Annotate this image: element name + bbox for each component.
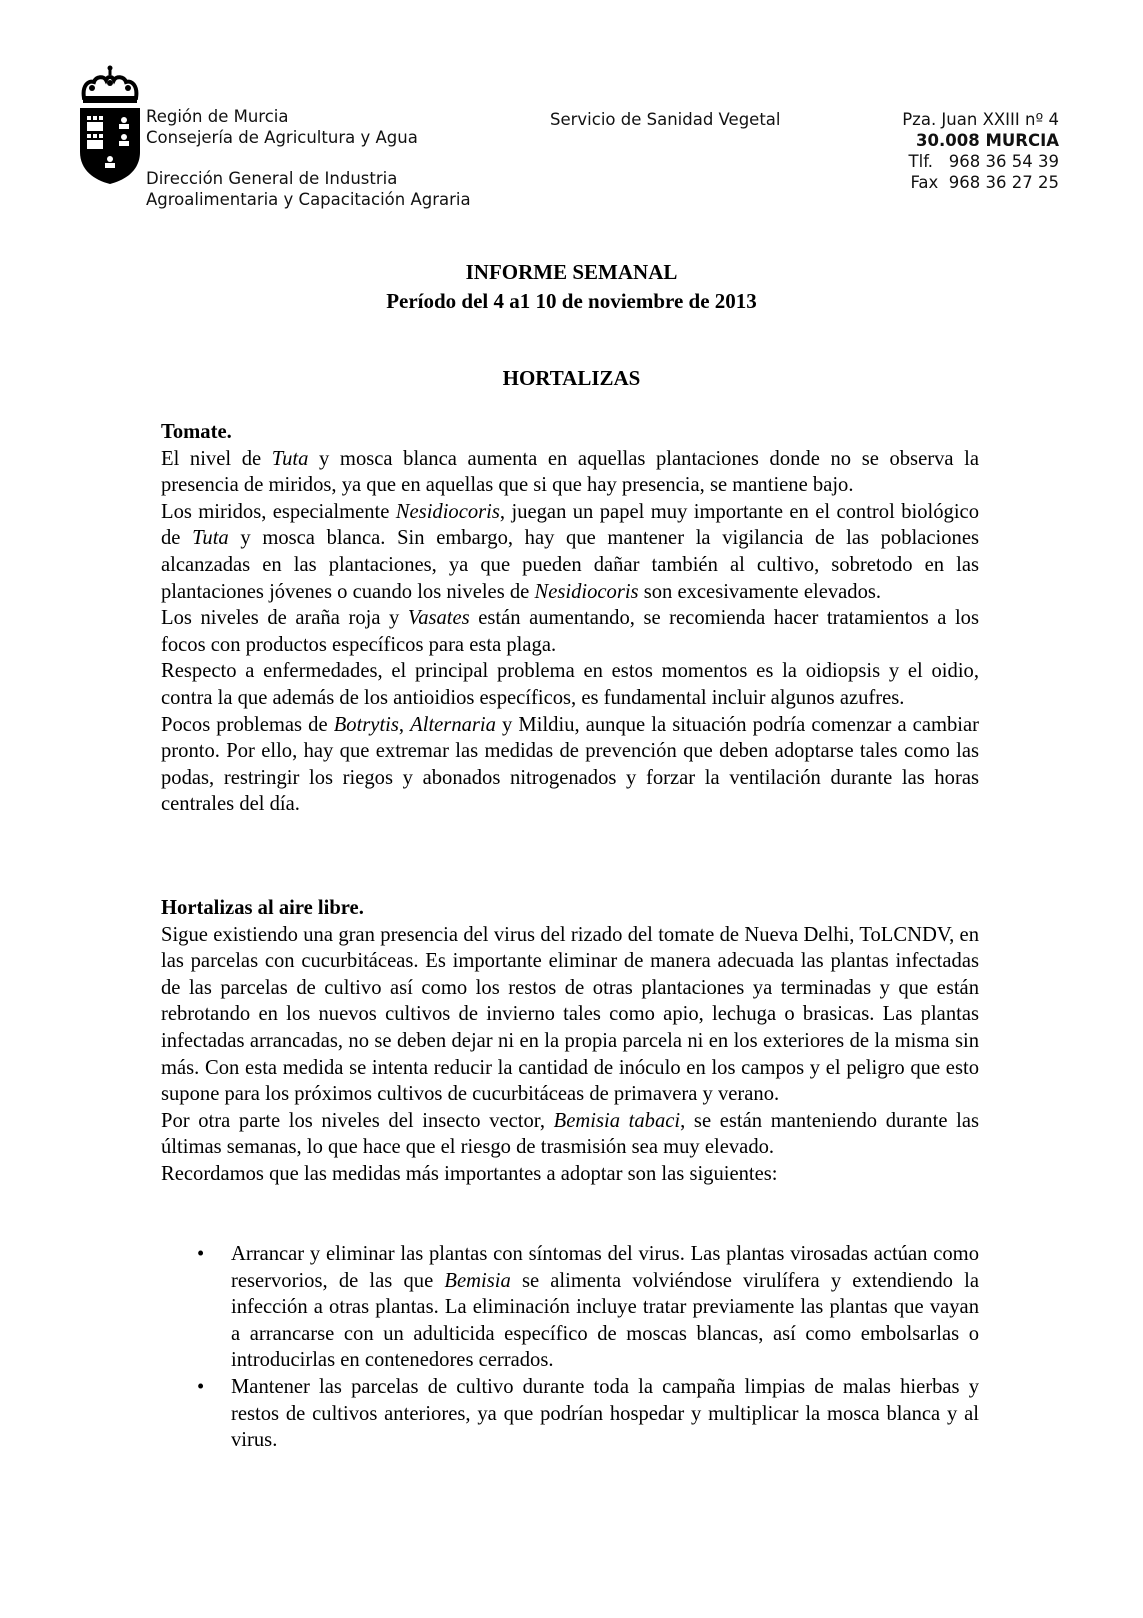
list-item: • Mantener las parcelas de cultivo durante toda la campaña limpias de malas hierbas y restos de cultivos anteriores, ya que podrían hospedar y multiplicar la mosca blanca y al virus. bbox=[197, 1375, 979, 1452]
tomate-paragraph-4: Respecto a enfermedades, el principal problema en estos momentos es la oidiopsis y el oidio, contra la que además de los antioidios específicos, es fundamental incluir algunos azufres. bbox=[161, 660, 979, 709]
list-item: • Arrancar y eliminar las plantas con síntomas del virus. Las plantas virosadas actúan como reservorios, de las que Bemisia se alimenta volviéndose virulífera y extendiendo la infección a otras plantas. La eliminación incluye tratar previamente las plantas que vayan a arrancarse con un adulticida específico de moscas blancas, así como embolsarlas o introducirlas en contenedores cerrados. bbox=[197, 1243, 979, 1372]
address-city: 30.008 MURCIA bbox=[916, 131, 1059, 150]
org-ministry: Consejería de Agricultura y Agua bbox=[146, 128, 418, 147]
organization-block bbox=[146, 106, 471, 210]
service-name: Servicio de Sanidad Vegetal bbox=[550, 110, 781, 129]
bullet-icon: • bbox=[197, 1243, 205, 1265]
aire-libre-section bbox=[161, 895, 979, 1188]
address-block bbox=[902, 109, 1059, 193]
bullet-icon: • bbox=[197, 1375, 205, 1398]
org-directorate: Dirección General de Industria bbox=[146, 169, 398, 188]
aire-libre-paragraph-2: Por otra parte los niveles del insecto vector, Bemisia tabaci, se están manteniendo durante las últimas semanas, lo que hace que el riesgo de trasmisión sea muy elevado. bbox=[161, 1109, 979, 1159]
aire-libre-paragraph-3: Recordamos que las medidas más importantes a adoptar son las siguientes: bbox=[161, 1162, 778, 1185]
measures-list bbox=[161, 1241, 979, 1454]
tomate-paragraph-2: Los miridos, especialmente Nesidiocoris, juegan un papel muy importante en el control biológico de Tuta y mosca blanca. Sin embargo, hay que mantener la vigilancia de las poblaciones alcanzadas en las plantaciones, ya que pueden dañar también al cultivo, sobretodo en las plantaciones jóvenes o cuando los niveles de Nesidiocoris son excesivamente elevados. bbox=[161, 500, 979, 603]
tomate-paragraph-5: Pocos problemas de Botrytis, Alternaria y Mildiu, aunque la situación podría comenzar a cambiar pronto. Por ello, hay que extremar las medidas de prevención que deben adoptarse tales como las podas, restringir los riegos y abonados nitrogenados y forzar la ventilación durante las horas centrales del día. bbox=[161, 713, 980, 816]
address-street: Pza. Juan XXIII nº 4 bbox=[902, 110, 1059, 129]
section-title: HORTALIZAS bbox=[502, 366, 641, 390]
org-region: Región de Murcia bbox=[146, 107, 289, 126]
tomate-paragraph-3: Los niveles de araña roja y Vasates están aumentando, se recomienda hacer tratamientos a los focos con productos específicos para esta plaga. bbox=[161, 607, 979, 656]
address-fax: Fax 968 36 27 25 bbox=[910, 173, 1059, 192]
region-murcia-crest-icon bbox=[78, 64, 142, 188]
address-tel: Tlf. 968 36 54 39 bbox=[908, 152, 1059, 171]
tomate-section bbox=[161, 419, 979, 818]
aire-libre-heading: Hortalizas al aire libre. bbox=[161, 897, 364, 919]
aire-libre-paragraph-1: Sigue existiendo una gran presencia del virus del rizado del tomate de Nueva Delhi, ToLCNDV, en las parcelas con cucurbitáceas. Es importante eliminar de manera adecuada las plantas infectadas de las parcelas de cultivo así como los restos de otras plantaciones ya terminadas y que están rebrotando en los nuevos cultivos de invierno tales como apio, lechuga o brasicas. Las plantas infectadas arrancadas, no se deben dejar ni en la propia parcela ni en los exteriores de la misma sin más. Con esta medida se intenta reducir la cantidad de inóculo en los campos y el peligro que esto supone para los próximos cultivos de cucurbitáceas de primavera y verano. bbox=[161, 923, 979, 1106]
tomate-heading: Tomate. bbox=[161, 421, 232, 443]
tomate-paragraph-1: El nivel de Tuta y mosca blanca aumenta en aquellas plantaciones donde no se observa la presencia de miridos, ya que en aquellas que si que hay presencia, se mantiene bajo. bbox=[161, 447, 979, 497]
report-title: INFORME SEMANAL bbox=[465, 260, 678, 284]
org-directorate-2: Agroalimentaria y Capacitación Agraria bbox=[146, 190, 471, 209]
report-period: Período del 4 a1 10 de noviembre de 2013 bbox=[386, 289, 757, 313]
